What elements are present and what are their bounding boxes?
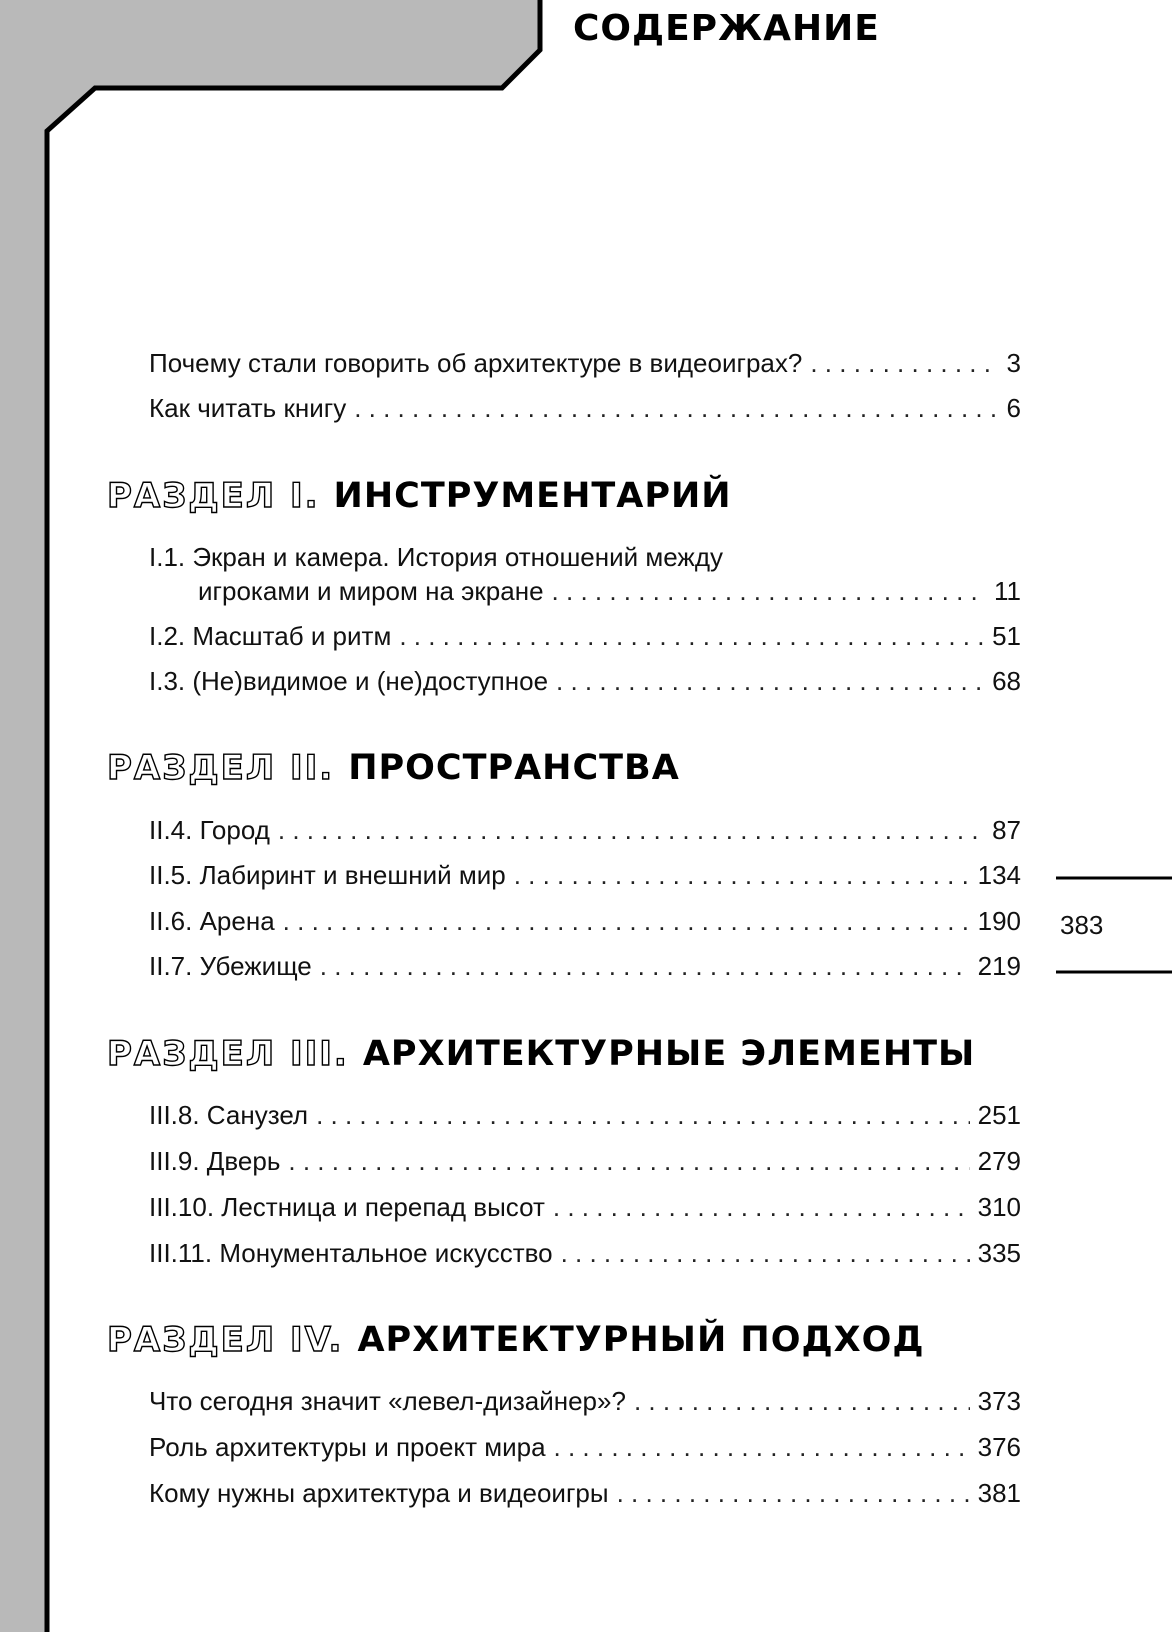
toc-entry-page: 11 bbox=[994, 576, 1021, 606]
toc-entry-page: 373 bbox=[977, 1386, 1021, 1416]
toc-entry-page: 3 bbox=[1006, 348, 1021, 378]
toc-entry[interactable] bbox=[149, 1432, 1021, 1462]
toc-entry-page: 51 bbox=[992, 621, 1021, 651]
toc-entry[interactable] bbox=[149, 1100, 1021, 1130]
toc-entry[interactable] bbox=[149, 860, 1021, 890]
toc-entry-page: 376 bbox=[977, 1432, 1021, 1462]
section-heading bbox=[107, 1034, 975, 1074]
leader-dots bbox=[278, 815, 984, 845]
toc-entry-label: II.5. Лабиринт и внешний мир bbox=[149, 860, 506, 890]
section-name: ИНСТРУМЕНТАРИЙ bbox=[333, 476, 732, 516]
toc-entry-page: 251 bbox=[977, 1100, 1021, 1130]
section-name: ПРОСТРАНСТВА bbox=[348, 748, 680, 788]
toc-entry-label: II.4. Город bbox=[149, 815, 270, 845]
section-prefix: РАЗДЕЛ IV. bbox=[107, 1320, 344, 1360]
toc-entry-label: Роль архитектуры и проект мира bbox=[149, 1432, 546, 1462]
toc-entry-label: игроками и миром на экране bbox=[198, 576, 544, 606]
leader-dots bbox=[399, 621, 984, 651]
toc-entry-label: Как читать книгу bbox=[149, 393, 347, 423]
section-prefix: РАЗДЕЛ III. bbox=[107, 1034, 349, 1074]
toc-entry[interactable] bbox=[149, 666, 1021, 696]
section-name: АРХИТЕКТУРНЫЕ ЭЛЕМЕНТЫ bbox=[362, 1034, 976, 1074]
leader-dots bbox=[283, 906, 970, 936]
toc-entry-label: Почему стали говорить об архитектуре в видеоиграх? bbox=[149, 348, 803, 378]
toc-entry-label: III.8. Санузел bbox=[149, 1100, 309, 1130]
toc-entry-label: III.11. Монументальное искусство bbox=[149, 1238, 553, 1268]
toc-entry-page: 335 bbox=[977, 1238, 1021, 1268]
toc-entry-label: I.3. (Не)видимое и (не)доступное bbox=[149, 666, 549, 696]
toc-entry[interactable] bbox=[149, 1146, 1021, 1176]
page-title: СОДЕРЖАНИЕ bbox=[573, 8, 880, 49]
toc-entry-page: 190 bbox=[977, 906, 1021, 936]
toc-entry-page: 6 bbox=[1006, 393, 1021, 423]
leader-dots bbox=[354, 393, 998, 423]
toc-entry[interactable] bbox=[198, 576, 1021, 606]
section-heading bbox=[107, 1320, 925, 1360]
toc-entry[interactable] bbox=[149, 393, 1021, 423]
leader-dots bbox=[556, 666, 984, 696]
leader-dots bbox=[617, 1478, 970, 1508]
toc-entry[interactable] bbox=[149, 815, 1021, 845]
toc-entry-label: I.2. Масштаб и ритм bbox=[149, 621, 392, 651]
leader-dots bbox=[288, 1146, 969, 1176]
leader-dots bbox=[514, 860, 970, 890]
toc-entry[interactable] bbox=[149, 348, 1021, 378]
toc-entry[interactable] bbox=[149, 951, 1021, 981]
leader-dots bbox=[553, 1192, 970, 1222]
section-prefix: РАЗДЕЛ I. bbox=[107, 476, 320, 516]
toc-entry[interactable] bbox=[149, 1386, 1021, 1416]
leader-dots bbox=[552, 576, 986, 606]
toc-entry[interactable] bbox=[149, 1238, 1021, 1268]
toc-entry-label: III.9. Дверь bbox=[149, 1146, 281, 1176]
toc-entry-page: 87 bbox=[992, 815, 1021, 845]
toc-entry[interactable] bbox=[149, 621, 1021, 651]
toc-entry[interactable] bbox=[149, 1478, 1021, 1508]
section-heading bbox=[107, 476, 732, 516]
leader-dots bbox=[810, 348, 998, 378]
toc-entry-label: II.7. Убежище bbox=[149, 951, 312, 981]
toc-entry-label: Кому нужны архитектура и видеоигры bbox=[149, 1478, 609, 1508]
page-number: 383 bbox=[1060, 910, 1104, 940]
section-heading bbox=[107, 748, 680, 788]
leader-dots bbox=[634, 1386, 970, 1416]
leader-dots bbox=[554, 1432, 970, 1462]
toc-entry-page: 68 bbox=[992, 666, 1021, 696]
toc-entry-label: II.6. Арена bbox=[149, 906, 275, 936]
toc-entry-page: 381 bbox=[977, 1478, 1021, 1508]
toc-entry-page: 134 bbox=[977, 860, 1021, 890]
toc-entry-page: 310 bbox=[977, 1192, 1021, 1222]
leader-dots bbox=[320, 951, 970, 981]
toc-entry-page: 279 bbox=[977, 1146, 1021, 1176]
leader-dots bbox=[561, 1238, 970, 1268]
section-prefix: РАЗДЕЛ II. bbox=[107, 748, 335, 788]
toc-entry-label: Что сегодня значит «левел-дизайнер»? bbox=[149, 1386, 626, 1416]
toc-entry-label-line1[interactable]: I.1. Экран и камера. История отношений между bbox=[149, 542, 723, 572]
toc-entry-label: III.10. Лестница и перепад высот bbox=[149, 1192, 545, 1222]
toc-entry[interactable] bbox=[149, 1192, 1021, 1222]
section-name: АРХИТЕКТУРНЫЙ ПОДХОД bbox=[357, 1320, 925, 1360]
toc-entry[interactable] bbox=[149, 906, 1021, 936]
toc-entry-page: 219 bbox=[977, 951, 1021, 981]
leader-dots bbox=[316, 1100, 970, 1130]
